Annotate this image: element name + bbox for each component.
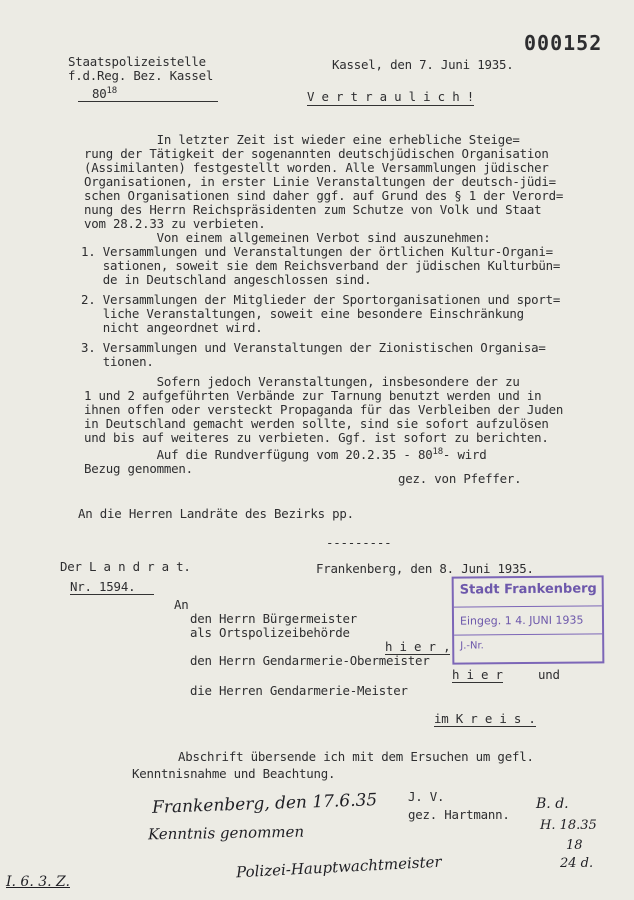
- reference-number-superscript: 18: [106, 86, 117, 96]
- para1-line: nung des Herrn Reichspräsidenten zum Schutze von Volk und Staat: [84, 202, 542, 217]
- addressee-line: An die Herren Landräte des Bezirks pp.: [78, 506, 354, 521]
- item-1-line: de in Deutschland angeschlossen sind.: [81, 272, 372, 287]
- handwritten-initials-4: 24 d.: [560, 856, 594, 871]
- para4-text: Auf die Rundverfügung vom 20.2.35 - 80: [84, 447, 433, 463]
- para1-line: Organisationen, in erster Linie Veranstaltungen der deutsch-jüdi=: [84, 174, 556, 189]
- stamp-journal-number: J.-Nr.: [460, 640, 484, 652]
- letter-body: [81, 132, 604, 477]
- para3-line: in Deutschland gemacht werden sollte, sind sie sofort aufzulösen: [84, 416, 549, 431]
- recipient-gendarmerie-masters: die Herren Gendarmerie-Meister: [190, 683, 408, 698]
- iv-label: J. V.: [408, 789, 445, 804]
- handwritten-initials-1: B. d.: [536, 796, 569, 812]
- sender-line-2: f.d.Reg. Bez. Kassel: [68, 68, 214, 83]
- reference-number-main: 80: [92, 86, 107, 102]
- handwritten-officer-title: Polizei-Hauptwachtmeister: [235, 852, 442, 882]
- second-place-date: Frankenberg, den 8. Juni 1935.: [316, 561, 534, 576]
- closing-line-1: Abschrift übersende ich mit dem Ersuchen um gefl.: [178, 749, 534, 764]
- para4-superscript: 18: [432, 447, 443, 457]
- handwritten-initials-3: 18: [566, 838, 583, 853]
- para2-intro: Von einem allgemeinen Verbot sind auszunehmen:: [84, 230, 491, 245]
- handwritten-date-note: Frankenberg, den 17.6.35: [151, 790, 378, 818]
- item-1-line: sationen, soweit sie dem Reichsverband der jüdischen Kulturbün=: [81, 258, 561, 273]
- and-label: und: [538, 667, 560, 682]
- para3-line: Sofern jedoch Veranstaltungen, insbesondere der zu: [84, 374, 520, 389]
- handwritten-margin-mark: I. 6. 3. Z.: [6, 874, 70, 890]
- divider-line: ---------: [326, 535, 392, 550]
- item-3-line: tionen.: [81, 354, 154, 369]
- document-number: 000152: [524, 31, 603, 55]
- para4-line-2: Bezug genommen.: [84, 461, 193, 477]
- item-2-line: nicht angeordnet wird.: [81, 320, 263, 335]
- para4-end: - wird: [442, 447, 487, 463]
- para1-line: In letzter Zeit ist wieder eine erhebliche Steige=: [84, 132, 520, 147]
- to-label: An: [174, 597, 189, 612]
- para3-line: ihnen offen oder versteckt Propaganda für das Verbleiben der Juden: [84, 402, 564, 417]
- authority-label: Der L a n d r a t.: [60, 559, 191, 574]
- stamp-town: Stadt Frankenberg: [459, 581, 597, 598]
- handwritten-initials-2: H. 18.35: [540, 818, 597, 833]
- recipient-mayor: den Herrn Bürgermeister: [190, 611, 357, 626]
- para3-line: 1 und 2 aufgeführten Verbände zur Tarnung benutzt werden und in: [84, 388, 542, 403]
- item-3-line: 3. Versammlungen und Veranstaltungen der Zionistischen Organisa=: [81, 340, 546, 355]
- place-date: Kassel, den 7. Juni 1935.: [332, 57, 514, 72]
- stamp-received-date: Eingeg. 1 4. JUNI 1935: [459, 613, 584, 628]
- received-stamp: [452, 575, 605, 664]
- item-1-line: 1. Versammlungen und Veranstaltungen der örtlichen Kultur-Organi=: [81, 244, 553, 259]
- item-2-line: 2. Versammlungen der Mitglieder der Sportorganisationen und sport=: [81, 292, 561, 307]
- para1-line: vom 28.2.33 zu verbieten.: [84, 216, 266, 231]
- para3-line: und bis auf weiteres zu verbieten. Ggf. ist sofort zu berichten.: [84, 430, 549, 445]
- para1-line: schen Organisationen sind daher ggf. auf Grund des § 1 der Verord=: [84, 188, 564, 203]
- recipient-gendarmerie-chief: den Herrn Gendarmerie-Obermeister: [190, 653, 430, 668]
- registration-number: Nr. 1594.: [70, 580, 154, 595]
- para4-line: [84, 445, 604, 462]
- para1-line: rung der Tätigkeit der sogenannten deutschjüdischen Organisation: [84, 146, 549, 161]
- sender-line-1: Staatspolizeistelle: [68, 54, 206, 69]
- district-label: im K r e i s .: [434, 711, 536, 726]
- para1-line: (Assimilanten) festgestellt worden. Alle Versammlungen jüdischer: [84, 160, 549, 175]
- item-2-line: liche Veranstaltungen, soweit eine besondere Einschränkung: [81, 306, 524, 321]
- signature-pfeffer: gez. von Pfeffer.: [398, 471, 522, 486]
- here-label-2: h i e r: [452, 667, 503, 682]
- handwritten-acknowledged: Kenntnis genommen: [147, 822, 305, 844]
- signed-hartmann: gez. Hartmann.: [408, 807, 510, 822]
- closing-line-2: Kenntnisnahme und Beachtung.: [132, 766, 336, 781]
- reference-number: [78, 84, 218, 102]
- here-label-1: h i e r ,: [385, 639, 451, 654]
- recipient-mayor-role: als Ortspolizeibehörde: [190, 625, 350, 640]
- confidential-label: V e r t r a u l i c h !: [307, 89, 474, 104]
